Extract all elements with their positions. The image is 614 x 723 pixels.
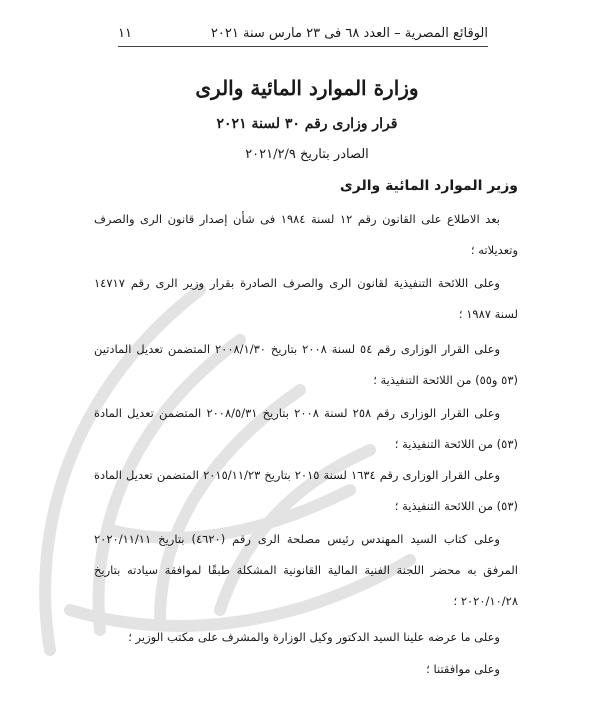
paragraph: وعلى ما عرضه علينا السيد الدكتور وكيل الوزارة والمشرف على مكتب الوزير ؛ <box>128 630 500 644</box>
paragraph: وعلى موافقتنا ؛ <box>426 662 500 676</box>
header-text: الوقائع المصرية – العدد ٦٨ فى ٢٣ مارس سنة ٢٠٢١ <box>210 26 488 41</box>
paragraph: وعلى القرار الوزارى رقم ١٦٣٤ لسنة ٢٠١٥ بتاريخ ٢٠١٥/١١/٢٣ المتضمن تعديل المادة (٥٣) من اللائحة التنفيذية ؛ <box>94 468 518 513</box>
page-header <box>118 24 488 47</box>
paragraph: وعلى القرار الوزارى رقم ٢٥٨ لسنة ٢٠٠٨ بتاريخ ٢٠٠٨/٥/٣١ المتضمن تعديل المادة (٥٣) من اللائحة التنفيذية ؛ <box>94 406 518 451</box>
paragraph: وعلى كتاب السيد المهندس رئيس مصلحة الرى رقم (٤٦٢٠) بتاريخ ٢٠٢٠/١١/١١ المرفق به محضر اللجنة الفنية المالية القانونية المشكلة طبقًا لموافقة سيادته بتاريخ ٢٠٢٠/١٠/٢٨ ؛ <box>94 532 518 608</box>
page-number: ١١ <box>118 26 132 41</box>
paragraph: بعد الاطلاع على القانون رقم ١٢ لسنة ١٩٨٤ فى شأن إصدار قانون الرى والصرف وتعديلاته ؛ <box>94 212 518 257</box>
issue-date: الصادر بتاريخ ٢٠٢١/٢/٩ <box>245 147 369 162</box>
decree-title: قرار وزارى رقم ٣٠ لسنة ٢٠٢١ <box>216 116 398 132</box>
paragraph: وعلى القرار الوزارى رقم ٥٤ لسنة ٢٠٠٨ بتاريخ ٢٠٠٨/١/٣٠ المتضمن تعديل المادتين (٥٣ و٥٥) من اللائحة التنفيذية ؛ <box>94 342 518 387</box>
addressee-heading: وزير الموارد المائية والرى <box>339 178 518 194</box>
paragraph: وعلى اللائحة التنفيذية لقانون الرى والصرف الصادرة بقرار وزير الرى رقم ١٤٧١٧ لسنة ١٩٨٧ ؛ <box>94 276 518 321</box>
ministry-title: وزارة الموارد المائية والرى <box>195 76 419 100</box>
